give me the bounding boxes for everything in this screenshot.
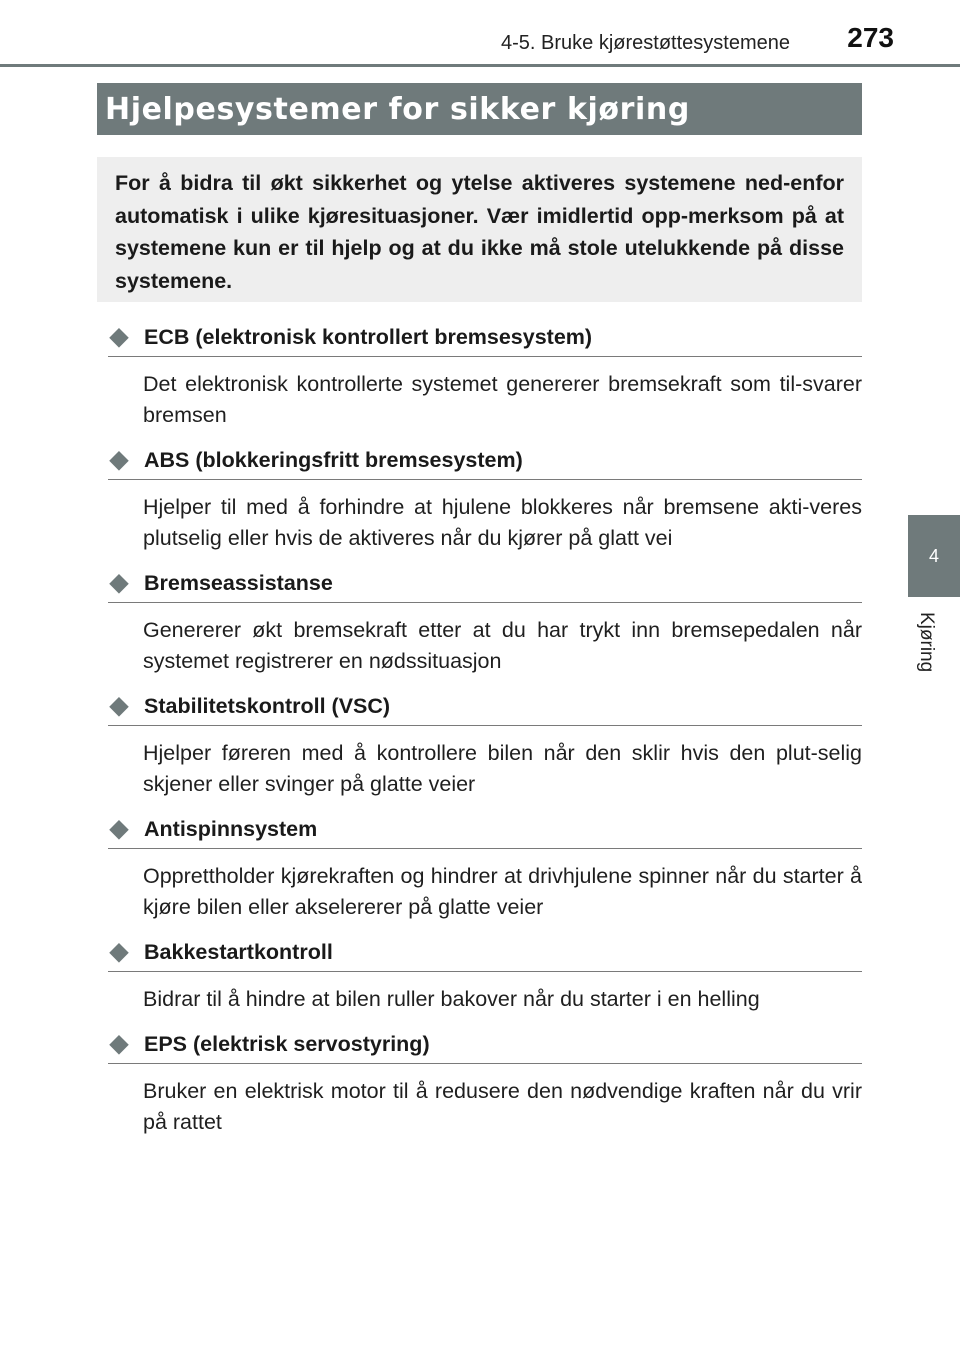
item-heading: [108, 933, 862, 972]
diamond-icon: ◆: [109, 1030, 129, 1057]
item-body: Bidrar til å hindre at bilen ruller bakover når du starter i en helling: [143, 987, 760, 1011]
chapter-tab: [908, 515, 960, 597]
intro-box: For å bidra til økt sikkerhet og ytelse aktiveres systemene ned-enfor automatisk i ulike kjøresituasjoner. Vær imidlertid opp-merksom på at systemene kun er til hjelp og at du ikke må stole utelukkende på disse systemene.: [97, 157, 862, 302]
list-item: [108, 687, 862, 810]
chapter-number: 4: [928, 545, 939, 566]
item-heading: [108, 1025, 862, 1064]
item-heading: [108, 687, 862, 726]
header-divider: [0, 64, 960, 67]
page-title: Hjelpesystemer for sikker kjøring: [97, 83, 862, 135]
diamond-icon: ◆: [109, 938, 129, 965]
list-item: [108, 1025, 862, 1148]
item-heading-text: ECB (elektronisk kontrollert bremsesystem): [144, 324, 593, 349]
item-body: Hjelper føreren med å kontrollere bilen når den sklir hvis den plut-selig skjener eller svinger på glatte veier: [143, 741, 862, 796]
item-heading-text: Stabilitetskontroll (VSC): [144, 693, 391, 718]
item-heading-text: Bakkestartkontroll: [144, 939, 333, 964]
diamond-icon: ◆: [109, 446, 129, 473]
item-heading: [108, 441, 862, 480]
item-heading-text: ABS (blokkeringsfritt bremsesystem): [144, 447, 523, 472]
item-heading: [108, 810, 862, 849]
page-number: 273: [847, 22, 894, 53]
item-body: Genererer økt bremsekraft etter at du har trykt inn bremsepedalen når systemet registrerer en nødssituasjon: [143, 618, 862, 673]
list-item: [108, 564, 862, 687]
item-body: Opprettholder kjørekraften og hindrer at drivhjulene spinner når du starter å kjøre bilen eller akselererer på glatte veier: [143, 864, 862, 919]
diamond-icon: ◆: [109, 323, 129, 350]
list-item: [108, 810, 862, 933]
item-heading: [108, 318, 862, 357]
header-section-title: 4-5. Bruke kjørestøttesystemene: [501, 32, 790, 54]
item-body: Det elektronisk kontrollerte systemet genererer bremsekraft som til-svarer bremsen: [143, 372, 862, 427]
diamond-icon: ◆: [109, 815, 129, 842]
item-body: Hjelper til med å forhindre at hjulene blokkeres når bremsene akti-veres plutselig eller hvis de aktiveres når du kjører på glatt vei: [143, 495, 862, 550]
list-item: [108, 441, 862, 564]
diamond-icon: ◆: [109, 692, 129, 719]
diamond-icon: ◆: [109, 569, 129, 596]
item-heading-text: EPS (elektrisk servostyring): [144, 1031, 430, 1056]
item-heading: [108, 564, 862, 603]
chapter-label: Kjøring: [916, 612, 937, 673]
item-body: Bruker en elektrisk motor til å redusere den nødvendige kraften når du vrir på rattet: [143, 1079, 862, 1134]
item-heading-text: Bremseassistanse: [144, 570, 333, 595]
list-item: [108, 933, 862, 1025]
item-heading-text: Antispinnsystem: [144, 816, 318, 841]
list-item: [108, 318, 862, 441]
feature-list: [108, 318, 862, 1148]
